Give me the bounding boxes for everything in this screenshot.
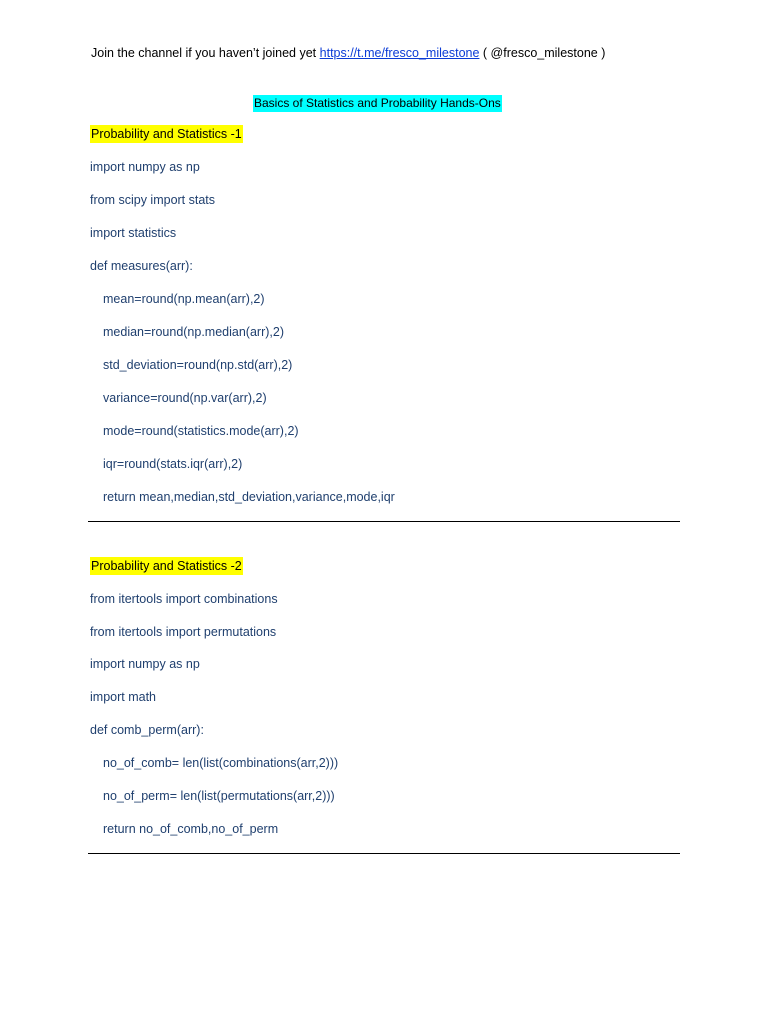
code-line: mode=round(statistics.mode(arr),2) — [103, 424, 299, 438]
channel-handle: ( @fresco_milestone ) — [479, 46, 606, 60]
code-line: mean=round(np.mean(arr),2) — [103, 292, 265, 306]
code-line: variance=round(np.var(arr),2) — [103, 391, 267, 405]
intro-text: Join the channel if you haven’t joined yet — [91, 46, 320, 60]
code-line: from itertools import permutations — [90, 625, 277, 639]
code-line: return no_of_comb,no_of_perm — [103, 822, 279, 836]
section-divider — [88, 853, 680, 854]
code-line: def measures(arr): — [90, 259, 193, 273]
code-line: return mean,median,std_deviation,variance,mode,iqr — [103, 490, 395, 504]
code-line: from scipy import stats — [90, 193, 216, 207]
code-line: import numpy as np — [90, 160, 200, 174]
document-title: Basics of Statistics and Probability Hands-Ons — [254, 96, 501, 110]
section-heading-2: Probability and Statistics -2 — [91, 559, 242, 573]
code-line: from itertools import combinations — [90, 592, 278, 606]
code-line: import numpy as np — [90, 657, 200, 671]
code-line: no_of_comb= len(list(combinations(arr,2))) — [103, 756, 339, 770]
section-divider — [88, 521, 680, 522]
telegram-link[interactable]: https://t.me/fresco_milestone — [319, 46, 480, 60]
code-line: import statistics — [90, 226, 177, 240]
code-line: std_deviation=round(np.std(arr),2) — [103, 358, 293, 372]
code-line: def comb_perm(arr): — [90, 723, 204, 737]
code-line: iqr=round(stats.iqr(arr),2) — [103, 457, 243, 471]
code-line: no_of_perm= len(list(permutations(arr,2))) — [103, 789, 335, 803]
channel-intro — [91, 46, 605, 60]
code-line: median=round(np.median(arr),2) — [103, 325, 284, 339]
section-heading-1: Probability and Statistics -1 — [91, 127, 242, 141]
code-line: import math — [90, 690, 156, 704]
